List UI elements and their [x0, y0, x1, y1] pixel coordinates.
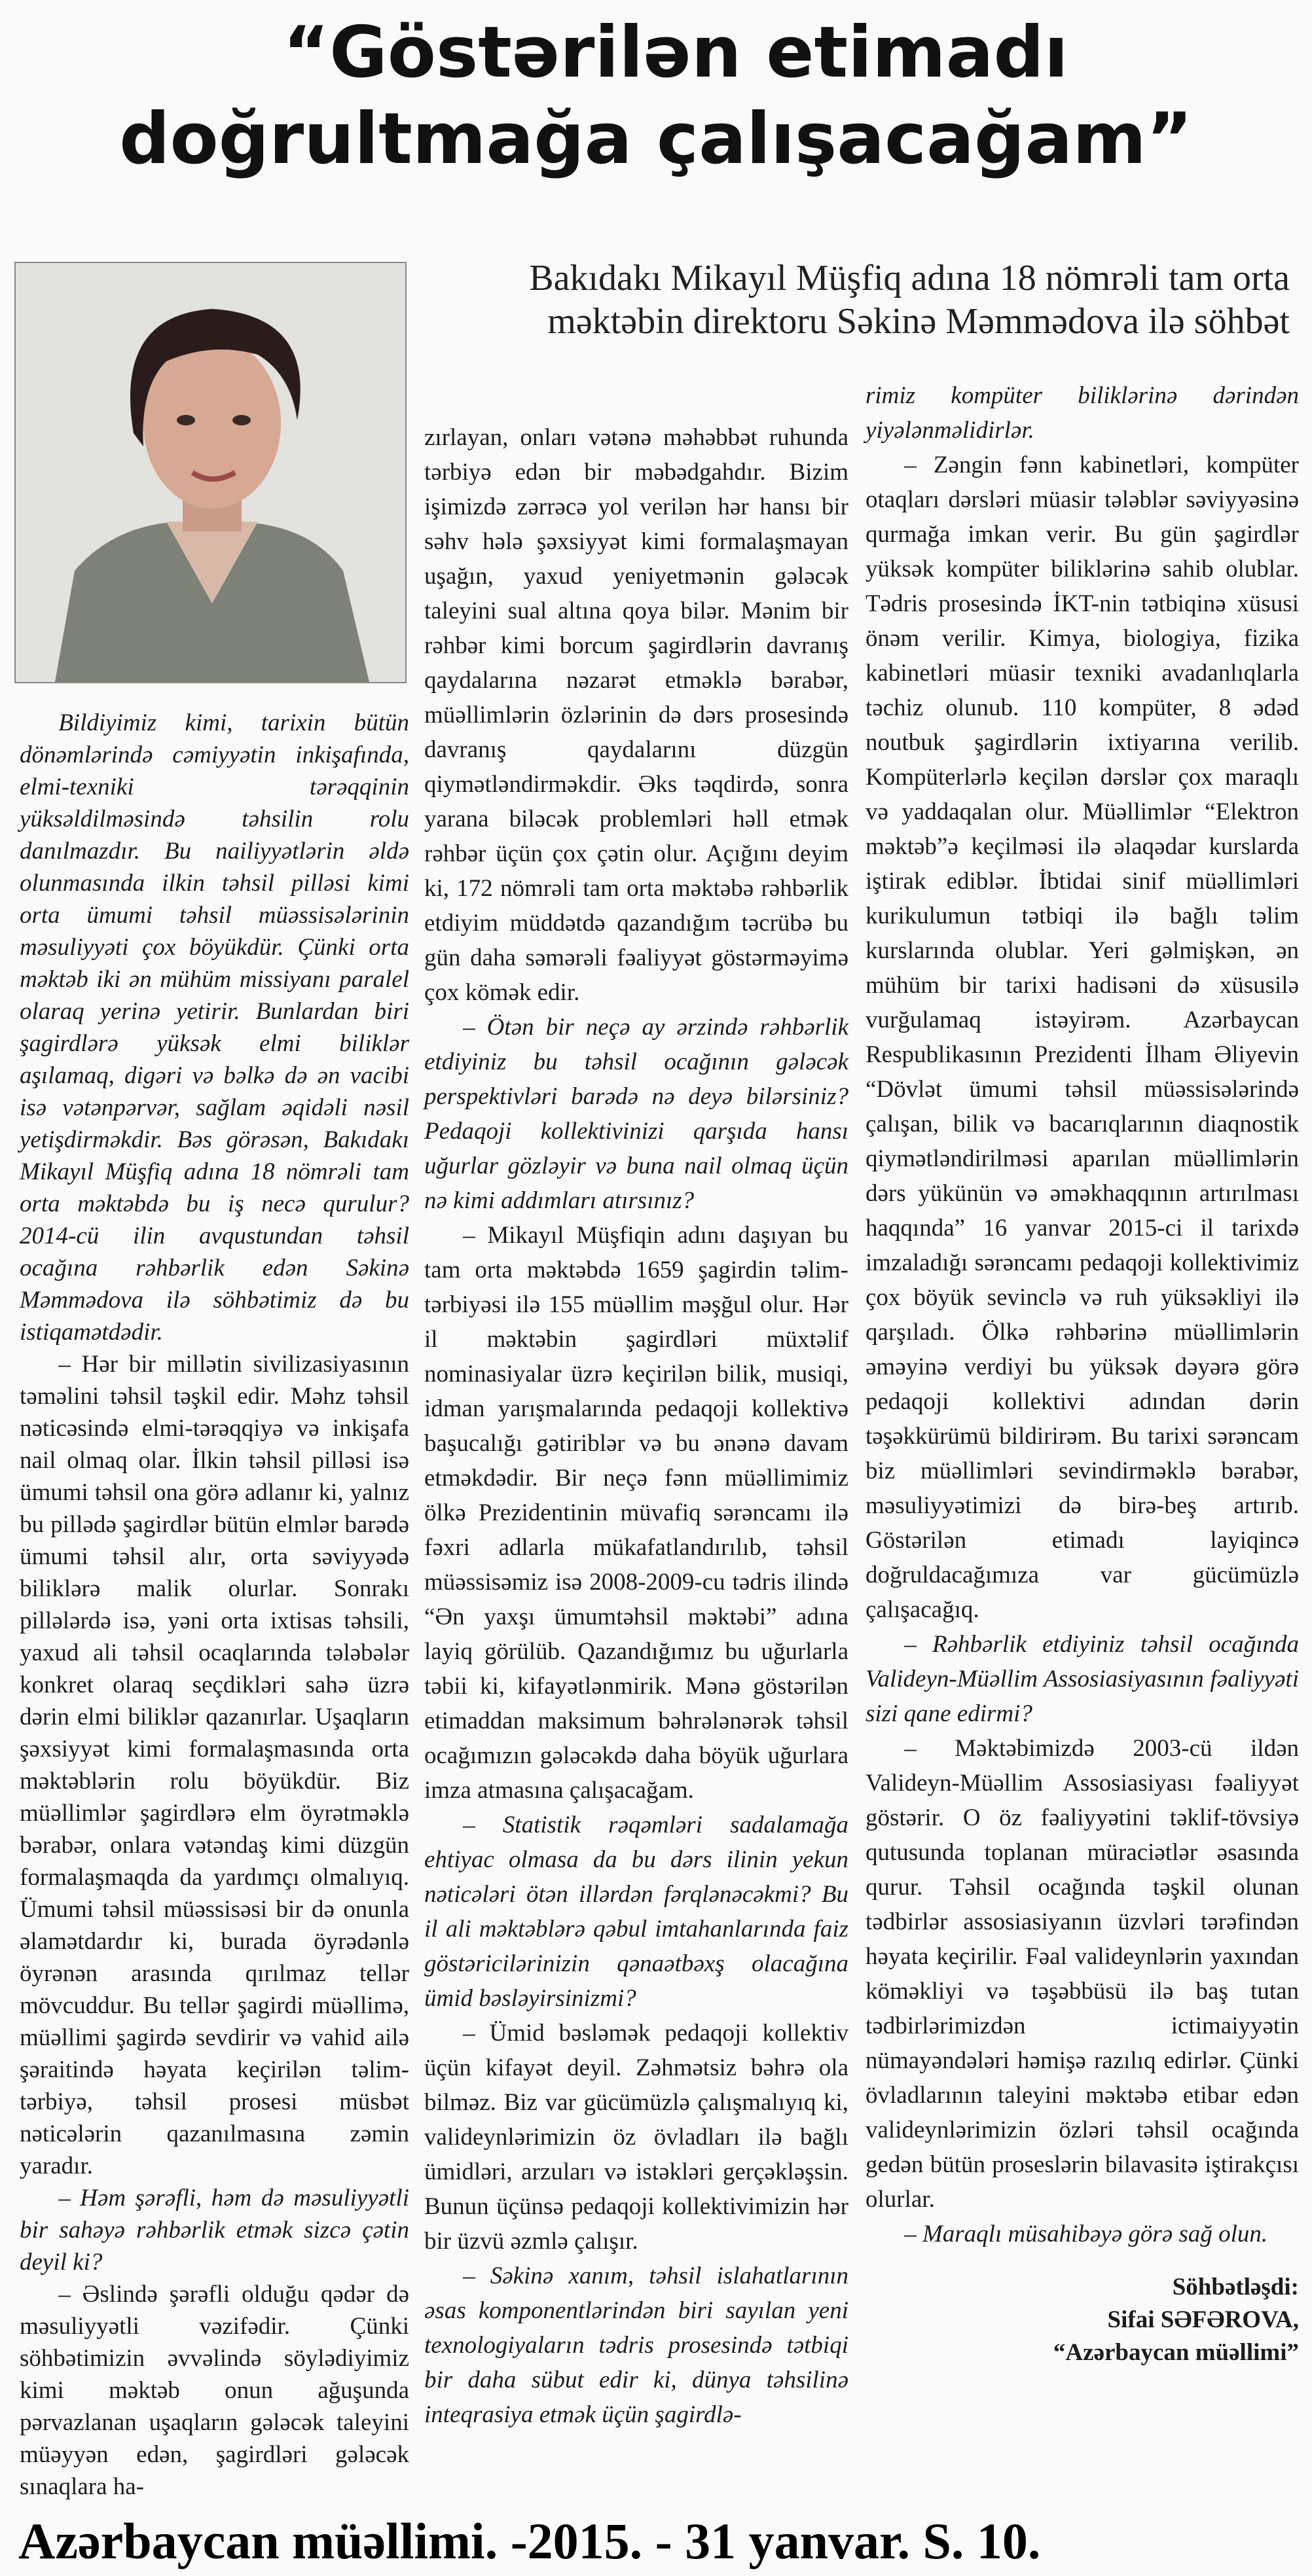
question-paragraph: – Həm şərəfli, həm də məsuliyyətli bir sahəyə rəhbərlik etmək sizcə çətin deyil ki?	[20, 2185, 409, 2276]
signature-label: Söhbətləşdi:	[1172, 2274, 1299, 2300]
portrait-photo	[14, 262, 407, 683]
signature-name: Sifai SƏFƏROVA,	[1107, 2306, 1299, 2333]
answer-paragraph: – Hər bir millətin sivilizasiyasının təməlini təhsil təşkil edir. Məhz təhsil nəticəsində elmi-tərəqqiyə və inkişafa nail olmaq olar. İlkin təhsil pilləsi isə ümumi təhsil ona görə adlanır ki, yalnız bu pillədə şagirdlər bütün elmlər barədə ümumi təhsil alır, orta səviyyədə biliklərə malik olurlar. Sonrakı pillələrdə isə, yəni orta ixtisas təhsili, yaxud ali təhsil ocaqlarında tələbələr konkret olaraq seçdikləri sahə üzrə dərin elmi biliklər qazanırlar. Uşaqların şəxsiyyət kimi formalaşmasında orta məktəblərin rolu böyükdür. Biz müəllimlər şagirdlərə elm öyrətməklə bərabər, onlara vətəndaş kimi düzgün formalaşmaqda da yardımçı olmalıyıq. Ümumi təhsil müəssisəsi bir də onunla əlamətdardır ki, burada öyrədənlə öyrənən arasında qırılmaz tellər mövcuddur. Bu tellər şagirdi müəllimə, müəllimi şagirdə sevdirir və vahid ailə şəraitində həyata keçirilən təlim-tərbiyə, təhsil prosesi müsbət nəticələrin qazanılmasına zəmin yaradır.	[20, 1351, 409, 2179]
source-caption: Azərbaycan müəllimi. -2015. - 31 yanvar. S. 10.	[18, 2513, 1041, 2569]
question-paragraph: – Ötən bir neçə ay ərzində rəhbərlik etdiyiniz bu təhsil ocağının gələcək perspektivləri barədə nə deyə bilərsiniz? Pedaqoji kollektivinizi qarşıda hansı uğurlar gözləyir və buna nail olmaq üçün nə kimi addımları atırsınız?	[424, 1014, 848, 1214]
article-column-1	[20, 707, 409, 2503]
question-paragraph: – Səkinə xanım, təhsil islahatlarının əsas komponentlərindən biri sayılan yeni texnologiyaların tədris prosesində tətbiqi bir daha sübut edir ki, dünya təhsilinə inteqrasiya etmək üçün şagirdlə-	[424, 2263, 848, 2428]
answer-paragraph: – Məktəbimizdə 2003-cü ildən Valideyn-Müəllim Assosiasiyası fəaliyyət göstərir. O öz fəaliyyətini təklif-tövsiyə qutusunda toplanan müraciətlər əsasında qurur. Təhsil ocağında təşkil olunan tədbirlər assosiasiyanın üzvləri tərəfindən həyata keçirilir. Fəal valideynlərin yaxından köməkliyi və təşəbbüsü ilə baş tutan tədbirlərimizdən ictimaiyyətin nümayəndələri həmişə razılıq edirlər. Çünki övladlarının taleyini məktəbə etibar edən valideynlərimizin özləri təhsil ocağında gedən bütün proseslərin bilavasitə iştirakçısı olurlar.	[866, 1735, 1299, 2213]
answer-paragraph: zırlayan, onları vətənə məhəbbət ruhunda tərbiyə edən bir məbədgahdır. Bizim işimizdə zərrəcə yol verilən hər hansı bir səhv hələ şəxsiyyət kimi formalaşmayan uşağın, yaxud yeniyetmənin gələcək taleyini sual altına qoya bilər. Mənim bir rəhbər kimi borcum şagirdlərin davranış qaydalarına nəzarət etməklə bərabər, müəllimlərin özlərinin də dərs prosesində davranış qaydalarını düzgün qiymətləndirməkdir. Əks təqdirdə, sonra yarana biləcək problemləri həll etmək rəhbər üçün çox çətin olur. Açığını deyim ki, 172 nömrəli tam orta məktəbə rəhbərlik etdiyim müddətdə qazandığım təcrübə bu gün daha səmərəli fəaliyyət göstərməyimə çox kömək edir.	[424, 424, 848, 1006]
closing-paragraph: – Maraqlı müsahibəyə görə sağ olun.	[904, 2221, 1268, 2247]
answer-paragraph: – Zəngin fənn kabinetləri, kompüter otaqları dərsləri müasir tələblər səviyyəsinə qurmağa imkan verir. Bu gün şagirdlər yüksək kompüter biliklərinə sahib olublar. Tədris prosesində İKT-nin tətbiqinə xüsusi önəm verilir. Kimya, biologiya, fizika kabinetləri müasir texniki avadanlıqlarla təchiz olunub. 110 kompüter, 8 ədəd noutbuk şagirdlərin ixtiyarına verilib. Kompüterlərlə keçilən dərslər çox maraqlı və yaddaqalan olur. Müəllimlər “Elektron məktəb”ə keçilməsi ilə əlaqədar kurslarda iştirak ediblər. İbtidai sinif müəllimləri kurikulumun tətbiqi ilə bağlı təlim kurslarında olublar. Yeri gəlmişkən, ən mühüm bir tarixi hadisəni də xüsusilə vurğulamaq istəyirəm. Azərbaycan Respublikasının Prezidenti İlham Əliyevin “Dövlət ümumi təhsil müəssisələrində çalışan, bilik və bacarıqlarının diaqnostik qiymətləndirilməsi aparılan müəllimlərin dərs yükünün və əməkhaqqının artırılması haqqında” 16 yanvar 2015-ci il tarixdə imzaladığı sərəncamı pedaqoji kollektivimiz çox böyük sevinclə və ruh yüksəkliyi ilə qarşıladı. Ölkə rəhbərinə müəllimlərin əməyinə verdiyi bu yüksək dəyərə görə pedaqoji kollektivi adından dərin təşəkkürümü bildirirəm. Bu tarixi sərəncam biz müəllimləri sevindirməklə bərabər, məsuliyyətimizi də birə-beş artırıb. Göstərilən etimadı layiqincə doğruldacağımıza var gücümüzlə çalışacağıq.	[866, 452, 1299, 1623]
author-signature	[866, 2271, 1299, 2369]
answer-paragraph: – Əslində şərəfli olduğu qədər də məsuliyyətli vəzifədir. Çünki söhbətimizin əvvəlində söylədiyimiz kimi məktəb onun ağuşunda pərvazlanan uşaqların gələcək taleyini müəyyən edən, şagirdləri gələcək sınaqlara ha-	[20, 2281, 409, 2500]
portrait-image	[16, 263, 405, 682]
article-column-2	[424, 420, 848, 2432]
question-paragraph: rimiz kompüter biliklərinə dərindən yiyələnməlidirlər.	[866, 382, 1299, 444]
answer-paragraph: – Mikayıl Müşfiqin adını daşıyan bu tam orta məktəbdə 1659 şagirdin təlim-tərbiyəsi ilə 155 müəllim məşğul olur. Hər il məktəbin şagirdləri müxtəlif nominasiyalar üzrə keçirilən bilik, musiqi, idman yarışmalarında pedaqoji kollektivə başucalığı gətiriblər və bu ənənə davam etməkdədir. Bir neçə fənn müəllimimiz ölkə Prezidentinin müvafiq sərəncamı ilə fəxri adlarla mükafatlandırılıb, təhsil müəssisəmiz isə 2008-2009-cu tədris ilində “Ən yaxşı ümumtəhsil məktəbi” adına layiq görülüb. Qazandığımız bu uğurlarla təbii ki, kifayətlənmirik. Mənə göstərilən etimaddan maksimum bəhrələnərək təhsil ocağımızın gələcəkdə daha böyük uğurlara imza atmasına çalışacağam.	[424, 1222, 848, 1804]
subtitle: Bakıdakı Mikayıl Müşfiq adına 18 nömrəli tam orta məktəbin direktoru Səkinə Məmmədova ilə söhbət	[529, 258, 1290, 342]
signature-outlet: “Azərbaycan müəllimi”	[1053, 2339, 1299, 2366]
answer-paragraph: – Ümid bəsləmək pedaqoji kollektiv üçün kifayət deyil. Zəhmətsiz bəhrə ola bilməz. Biz var gücümüzlə çalışmalıyıq ki, valideynlərimizin öz övladları ilə bağlı ümidləri, arzuları və istəkləri gerçəkləşsin. Bunun üçünsə pedaqoji kollektivimizin hər bir üzvü əzmlə çalışır.	[424, 2020, 848, 2255]
headline-line-1: “Göstərilən etimadı	[283, 12, 1068, 94]
headline-line-2: doğrultmağa çalışacağam”	[119, 98, 1193, 180]
question-paragraph: – Rəhbərlik etdiyiniz təhsil ocağında Valideyn-Müəllim Assosiasiyasının fəaliyyəti sizi qane edirmi?	[866, 1631, 1299, 1727]
article-column-3	[866, 378, 1299, 2369]
question-paragraph: – Statistik rəqəmləri sadalamağa ehtiyac olmasa da bu dərs ilinin yekun nəticələri ötən illərdən fərqlənəcəkmi? Bu il ali məktəblərə qəbul imtahanlarında faiz göstəricilərinizin qənaətbəxş olacağına ümid bəsləyirsinizmi?	[424, 1812, 848, 2012]
intro-paragraph: Bildiyimiz kimi, tarixin bütün dönəmlərində cəmiyyətin inkişafında, elmi-texniki tərəqqinin yüksəldilməsində təhsilin rolu danılmazdır. Bu nailiyyətlərin əldə olunmasında ilkin təhsil pilləsi kimi orta ümumi təhsil müəssisələrinin məsuliyyəti çox böyükdür. Çünki orta məktəb iki ən mühüm missiyanı paralel olaraq yerinə yetirir. Bunlardan biri şagirdlərə yüksək elmi biliklər aşılamaq, digəri və bəlkə də ən vacibi isə vətənpərvər, sağlam əqidəli nəsil yetişdirməkdir. Bəs görəsən, Bakıdakı Mikayıl Müşfiq adına 18 nömrəli tam orta məktəbdə bu iş necə qurulur? 2014-cü ilin avqustundan təhsil ocağına rəhbərlik edən Səkinə Məmmədova ilə söhbətimiz də bu istiqamətdədir.	[20, 709, 409, 1346]
